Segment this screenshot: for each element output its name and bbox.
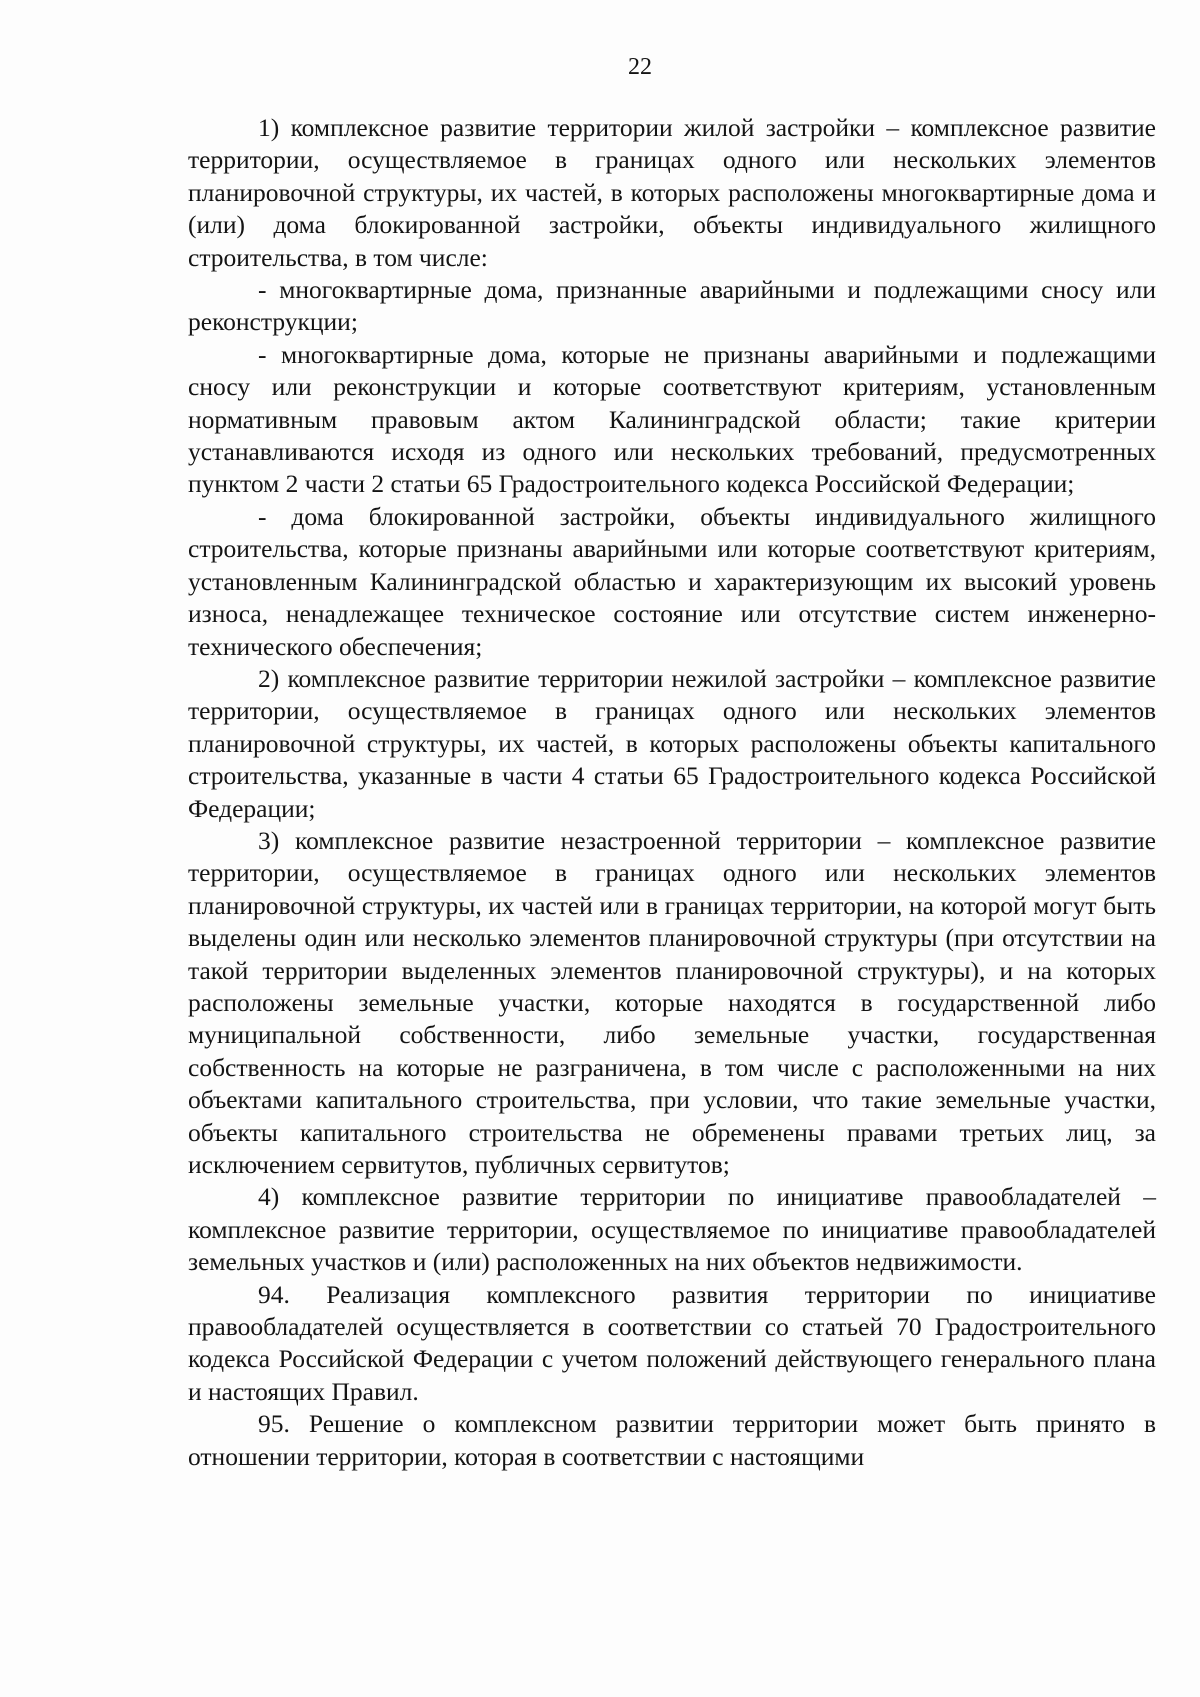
- paragraph-3-undeveloped: 3) комплексное развитие незастроенной территории – комплексное развитие территории, осуществляемое в границах одного или нескольких элементов планировочной структуры, их частей или в границах территории, на которой могут быть выделены один или несколько элементов планировочной структуры (при отсутствии на такой территории выделенных элементов планировочной структуры), и на которых расположены земельные участки, которые находятся в государственной либо муниципальной собственности, либо земельные участки, государственная собственность на которые не разграничена, в том числе с расположенными на них объектами капитального строительства, при условии, что такие земельные участки, объекты капитального строительства не обременены правами третьих лиц, за исключением сервитутов, публичных сервитутов;: [188, 825, 1156, 1179]
- page-number: 22: [628, 54, 652, 80]
- paragraph-94: 94. Реализация комплексного развития территории по инициативе правообладателей осуществляется в соответствии со статьей 70 Градостроительного кодекса Российской Федерации с учетом положений действующего генерального плана и настоящих Правил.: [188, 1279, 1156, 1406]
- paragraph-1-residential: 1) комплексное развитие территории жилой застройки – комплексное развитие территории, осуществляемое в границах одного или нескольких элементов планировочной структуры, их частей, в которых расположены многоквартирные дома и (или) дома блокированной застройки, объекты индивидуального жилищного строительства, в том числе:: [188, 113, 1156, 272]
- paragraph-bullet-criteria-apartments: - многоквартирные дома, которые не признаны аварийными и подлежащими сносу или реконструкции и которые соответствуют критериям, установленным нормативным правовым актом Калининградской области; такие критерии устанавливаются исходя из одного или нескольких требований, предусмотренных пунктом 2 части 2 статьи 65 Градостроительного кодекса Российской Федерации;: [188, 339, 1156, 499]
- paragraph-2-nonresidential: 2) комплексное развитие территории нежилой застройки – комплексное развитие территории, осуществляемое в границах одного или нескольких элементов планировочной структуры, их частей, в которых расположены объекты капитального строительства, указанные в части 4 статьи 65 Градостроительного кодекса Российской Федерации;: [188, 663, 1156, 823]
- paragraph-bullet-emergency-apartments: - многоквартирные дома, признанные аварийными и подлежащими сносу или реконструкции;: [188, 275, 1156, 337]
- paragraph-4-rightholders: 4) комплексное развитие территории по инициативе правообладателей – комплексное развитие территории, осуществляемое по инициативе правообладателей земельных участков и (или) расположенных на них объектов недвижимости.: [188, 1182, 1156, 1277]
- paragraph-95: 95. Решение о комплексном развитии территории может быть принято в отношении территории, которая в соответствии с настоящими: [188, 1409, 1156, 1471]
- document-body: [188, 112, 1156, 1473]
- paragraph-bullet-blocked-houses: - дома блокированной застройки, объекты индивидуального жилищного строительства, которые признаны аварийными или которые соответствуют критериям, установленным Калининградской областью и характеризующим их высокий уровень износа, ненадлежащее техническое состояние или отсутствие систем инженерно-технического обеспечения;: [188, 501, 1156, 661]
